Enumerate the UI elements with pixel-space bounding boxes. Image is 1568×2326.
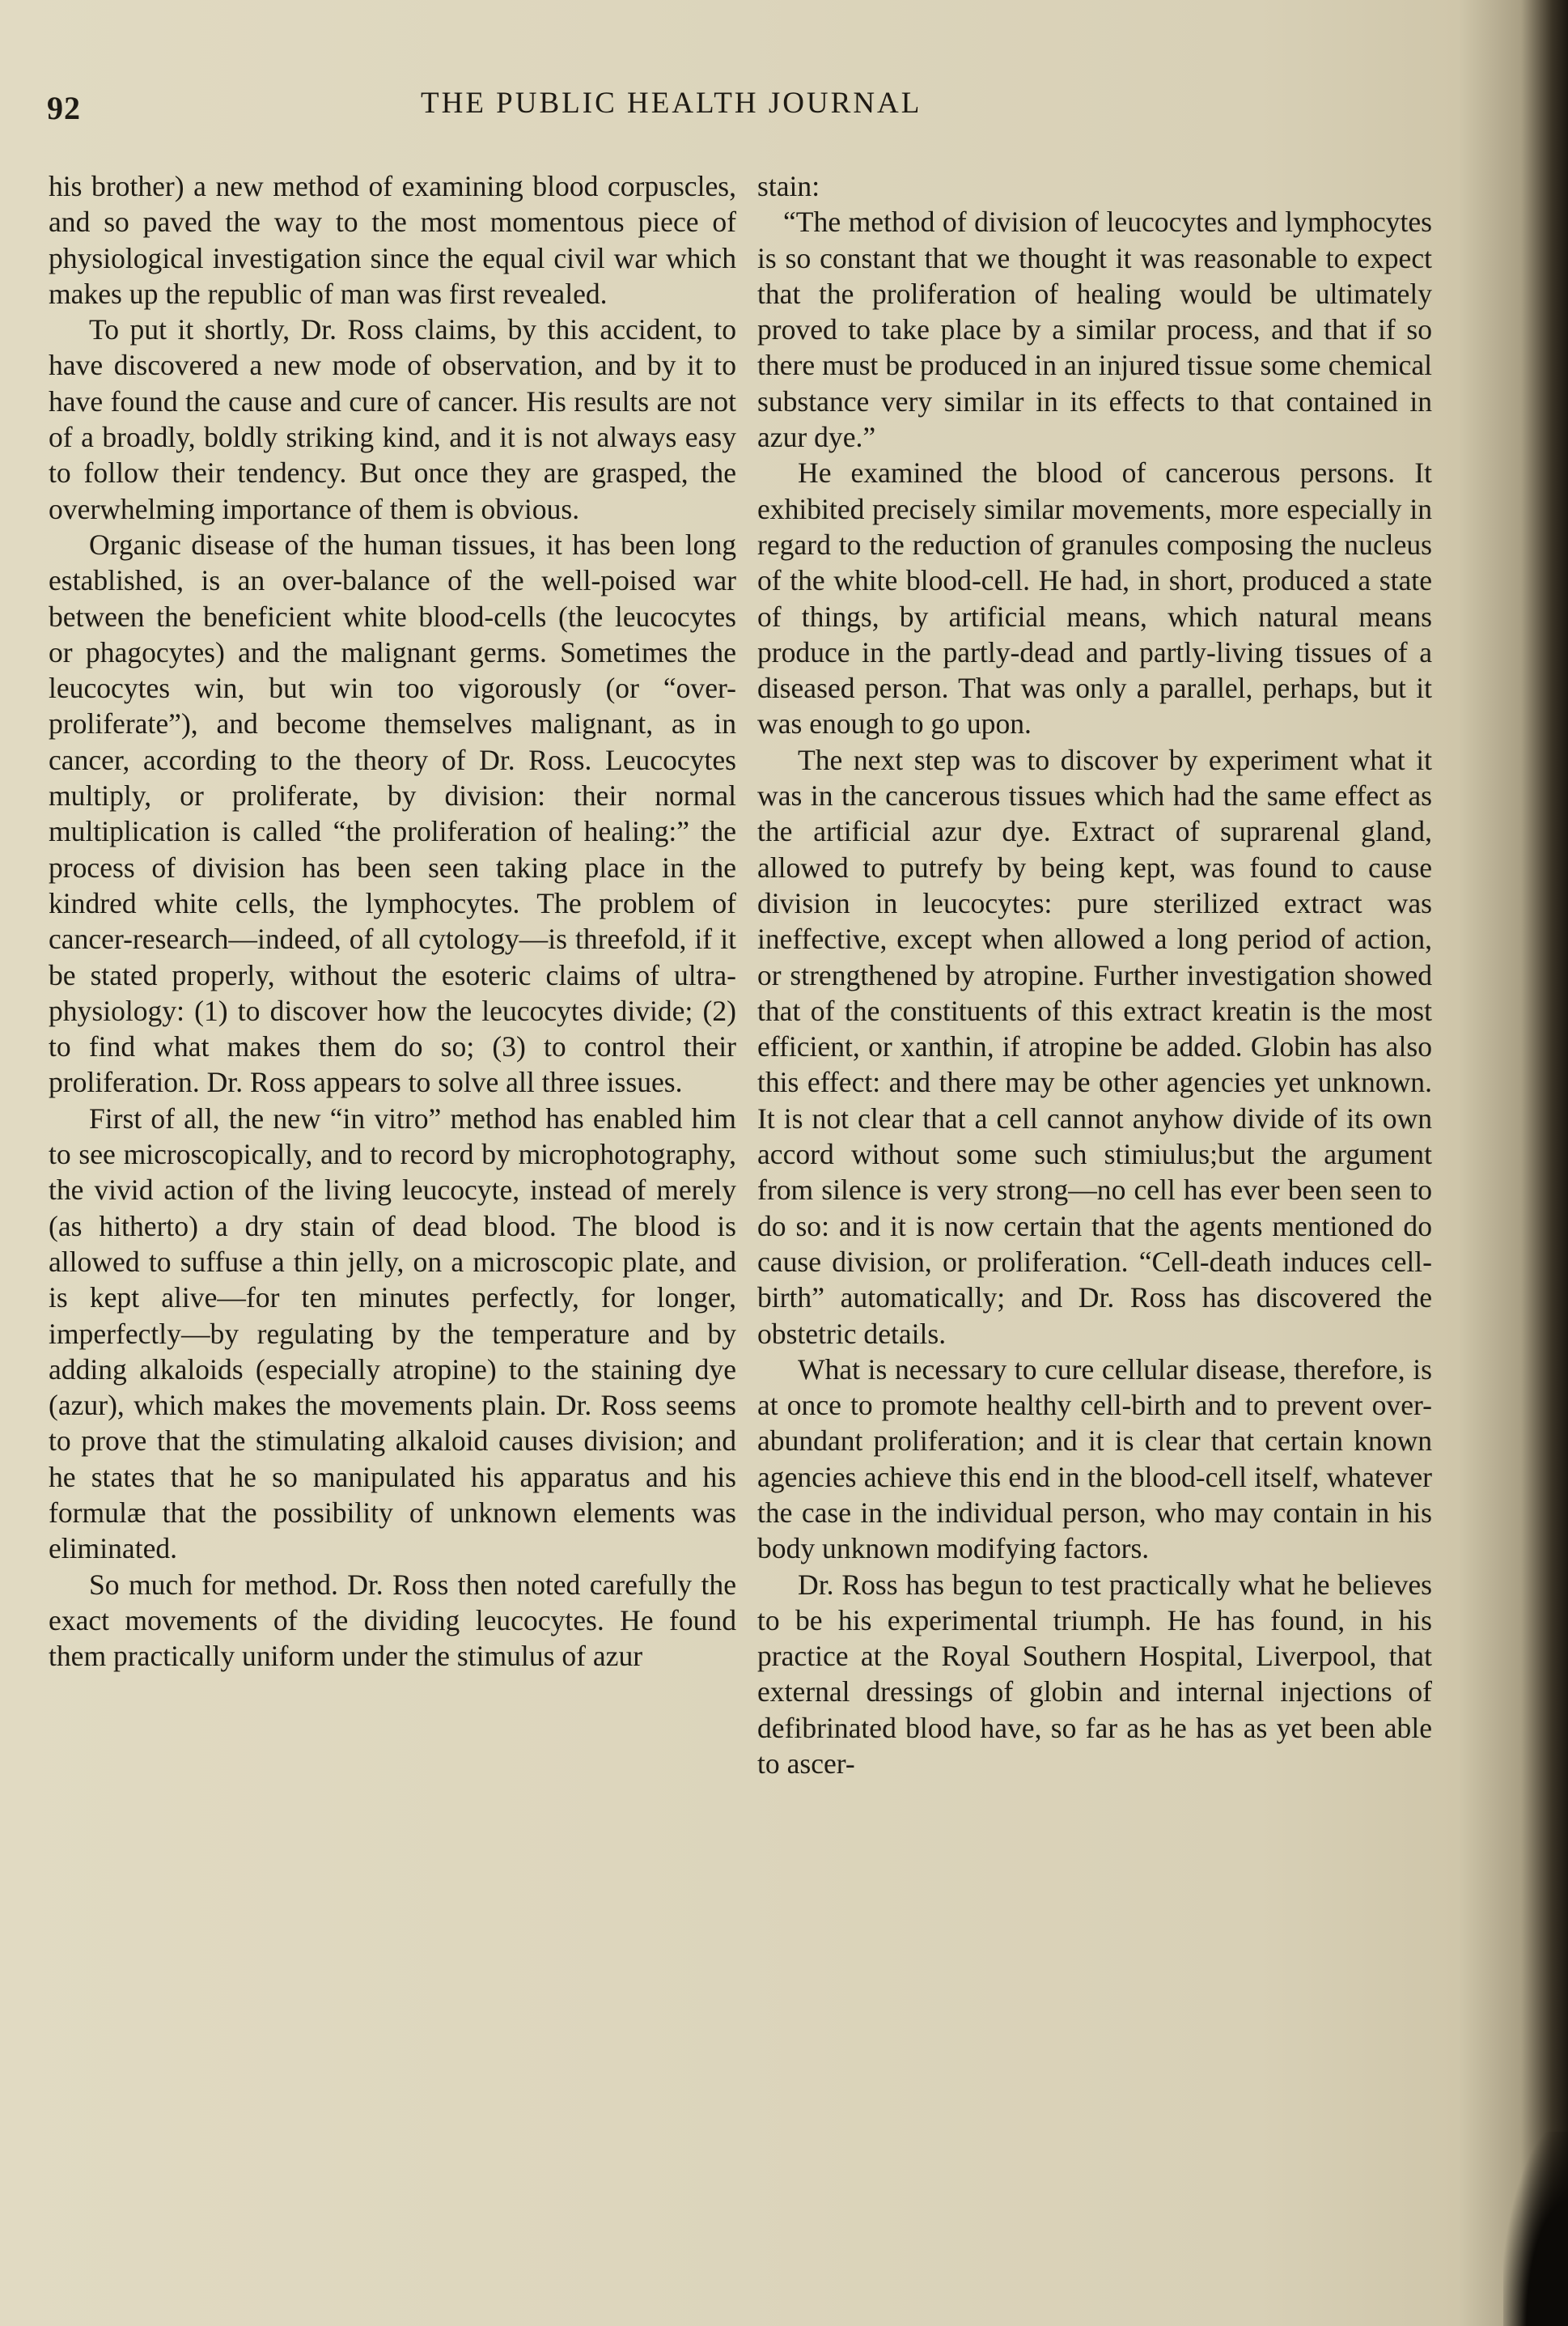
- left-column: [49, 168, 736, 1674]
- left-paragraph-3: Organic disease of the human tissues, it has been long established, is an over-balance of the well-poised war between the beneficient white blood-cells (the leucocytes or phagocytes) and the malignant germs. Sometimes the leucocytes win, but win too vigorously (or “over-proliferate”), and become themselves malignant, as in cancer, according to the theory of Dr. Ross. Leucocytes multiply, or proliferate, by division: their normal multiplication is called “the proliferation of healing:” the process of division has been seen taking place in the kindred white cells, the lymphocytes. The problem of cancer-research—indeed, of all cytology—is threefold, if it be stated properly, without the esoteric claims of ultra-physiology: (1) to discover how the leucocytes divide; (2) to find what makes them do so; (3) to control their proliferation. Dr. Ross appears to solve all three issues.: [49, 528, 736, 1099]
- left-paragraph-5: So much for method. Dr. Ross then noted carefully the exact movements of the dividing leucocytes. He found them practically uniform under the stimulus of azur: [49, 1568, 736, 1673]
- right-paragraph-1: stain:: [757, 170, 820, 202]
- right-paragraph-3: He examined the blood of cancerous persons. It exhibited precisely similar movements, more especially in regard to the reduction of granules composing the nucleus of the white blood-cell. He had, in short, produced a state of things, by artificial means, which natural means produce in the partly-dead and partly-living tissues of a diseased person. That was only a parallel, perhaps, but it was enough to go upon.: [757, 456, 1432, 741]
- right-paragraph-2: “The method of division of leucocytes and lymphocytes is so constant that we thought it was reasonable to expect that the proliferation of healing would be ultimately proved to take place by a similar process, and that if so there must be produced in an injured tissue some chemical substance very similar in its effects to that contained in azur dye.”: [757, 206, 1432, 454]
- left-paragraph-4: First of all, the new “in vitro” method has enabled him to see microscopically, and to record by microphotography, the vivid action of the living leucocyte, instead of merely (as hitherto) a dry stain of dead blood. The blood is allowed to suffuse a thin jelly, on a microscopic plate, and is kept alive—for ten minutes perfectly, for longer, imperfectly—by regulating by the temperature and by adding alkaloids (especially atropine) to the staining dye (azur), which makes the movements plain. Dr. Ross seems to prove that the stimulating alkaloid causes division; and he states that he so manipulated his apparatus and his formulæ that the possibility of unknown elements was eliminated.: [49, 1101, 736, 1565]
- running-head: THE PUBLIC HEALTH JOURNAL: [421, 87, 922, 120]
- left-paragraph-1: his brother) a new method of examining blood corpuscles, and so paved the way to the most momentous piece of physiological investigation since the equal civil war which makes up the republic of man was first revealed.: [49, 170, 736, 310]
- left-paragraph-2: To put it shortly, Dr. Ross claims, by this accident, to have discovered a new mode of observation, and by it to have found the cause and cure of cancer. His results are not of a broadly, boldly striking kind, and it is not always easy to follow their tendency. But once they are grasped, the overwhelming importance of them is obvious.: [49, 313, 736, 525]
- right-column: [757, 168, 1432, 1781]
- binding-shadow: [1503, 2132, 1568, 2326]
- right-paragraph-4: The next step was to discover by experiment what it was in the cancerous tissues which had the same effect as the artificial azur dye. Extract of suprarenal gland, allowed to putrefy by being kept, was found to cause division in leucocytes: pure sterilized extract was ineffective, except when allowed a long period of action, or strengthened by atropine. Further investigation showed that of the constituents of this extract kreatin is the most efficient, or xanthin, if atropine be added. Globin has also this effect: and there may be other agencies yet unknown. It is not clear that a cell cannot anyhow divide of its own accord without some such stimiulus;but the argument from silence is very strong—no cell has ever been seen to do so: and it is now certain that the agents mentioned do cause division, or proliferation. “Cell-death induces cell-birth” automatically; and Dr. Ross has discovered the obstetric details.: [757, 743, 1432, 1350]
- right-paragraph-6: Dr. Ross has begun to test practically what he believes to be his experimental triumph. He has found, in his practice at the Royal Southern Hospital, Liverpool, that external dressings of globin and internal injections of defibrinated blood have, so far as he has as yet been able to ascer-: [757, 1568, 1432, 1781]
- page-number: 92: [47, 90, 81, 126]
- right-paragraph-5: What is necessary to cure cellular disease, therefore, is at once to promote healthy cell-birth and to prevent over-abundant proliferation; and it is clear that certain known agencies achieve this end in the blood-cell itself, whatever the case in the individual person, who may contain in his body unknown modifying factors.: [757, 1352, 1432, 1565]
